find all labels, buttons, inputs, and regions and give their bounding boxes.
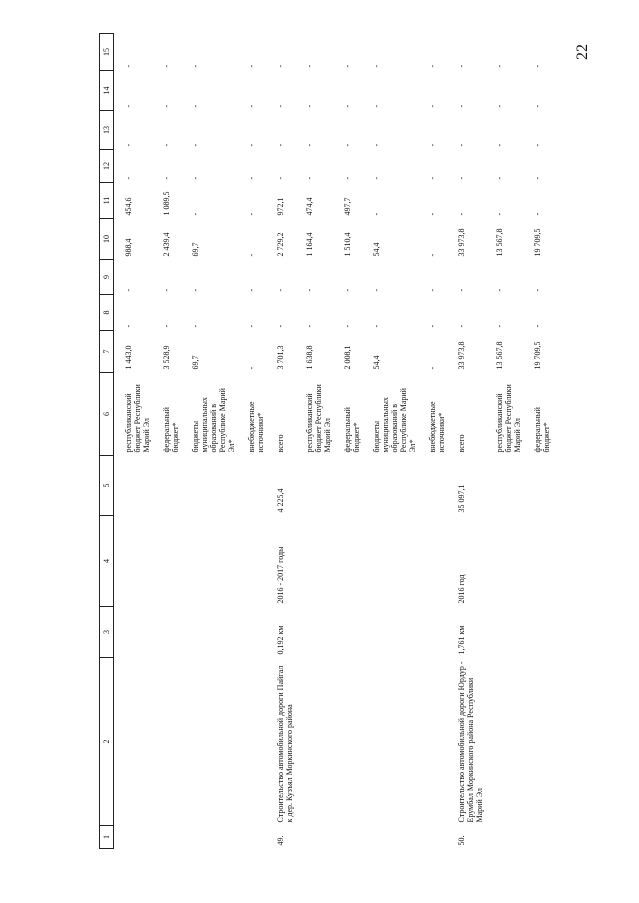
object-name (362, 658, 418, 826)
row-number (152, 826, 181, 849)
column-header: 11 (100, 183, 114, 219)
column-header: 5 (100, 456, 114, 516)
value-col13: - (457, 143, 466, 147)
value-col10: 69,7 (191, 242, 200, 257)
column-header: 14 (100, 71, 114, 111)
value-col13: - (276, 143, 285, 147)
value-col15: - (372, 64, 381, 68)
value-col7: - (247, 366, 256, 370)
value-col7: 1 443,0 (124, 345, 133, 370)
value-col8: - (191, 324, 200, 328)
value-col13: - (305, 143, 314, 147)
value-col7: 33 973,8 (457, 341, 466, 370)
value-col11: 1 089,5 (162, 191, 171, 216)
object-name (333, 658, 362, 826)
total-cost (333, 456, 362, 516)
period (418, 516, 447, 607)
value-col14: - (305, 104, 314, 108)
value-col14: - (343, 104, 352, 108)
funding-source: федеральный бюджет* (162, 407, 180, 453)
funding-source: республиканский бюджет Республики Марий Эл (495, 384, 522, 453)
value-col7: 3 528,9 (162, 345, 171, 370)
column-header: 15 (100, 34, 114, 71)
value-col9: - (533, 288, 542, 292)
object-name (181, 658, 237, 826)
column-header: 7 (100, 331, 114, 373)
table-row (523, 34, 552, 849)
value-col12: - (343, 176, 352, 180)
value-col7: - (428, 366, 437, 370)
funding-source: всего (457, 434, 466, 453)
page-number: 22 (574, 44, 591, 60)
column-header: 6 (100, 373, 114, 456)
table-row (447, 34, 485, 849)
value-col14: - (533, 104, 542, 108)
table-row (485, 34, 523, 849)
table-row (237, 34, 266, 849)
value-col11: 497,7 (343, 197, 352, 216)
value-col11: - (372, 212, 381, 216)
value-col11: - (533, 212, 542, 216)
table-row (295, 34, 333, 849)
value-col11: - (428, 212, 437, 216)
value-col9: - (191, 288, 200, 292)
value-col13: - (191, 143, 200, 147)
length (362, 607, 418, 658)
value-col10: 19 709,5 (533, 228, 542, 257)
table-row (266, 34, 295, 849)
period (362, 516, 418, 607)
length (237, 607, 266, 658)
length: 0,192 км (276, 625, 285, 655)
table-row (181, 34, 237, 849)
value-col8: - (372, 324, 381, 328)
column-header: 4 (100, 516, 114, 607)
value-col10: 1 510,4 (343, 232, 352, 257)
value-col13: - (372, 143, 381, 147)
value-col12: - (457, 176, 466, 180)
object-name (418, 658, 447, 826)
row-number (485, 826, 523, 849)
row-number (362, 826, 418, 849)
row-number (418, 826, 447, 849)
total-cost (114, 456, 153, 516)
column-header: 2 (100, 658, 114, 826)
funding-source: всего (276, 434, 285, 453)
value-col7: 2 008,1 (343, 345, 352, 370)
value-col11: - (247, 212, 256, 216)
value-col10: - (428, 253, 437, 257)
object-name (114, 658, 153, 826)
object-name (523, 658, 552, 826)
value-col13: - (124, 143, 133, 147)
value-col15: - (343, 64, 352, 68)
value-col14: - (372, 104, 381, 108)
value-col7: 19 709,5 (533, 341, 542, 370)
value-col9: - (343, 288, 352, 292)
column-header: 12 (100, 150, 114, 183)
object-name (237, 658, 266, 826)
object-name (485, 658, 523, 826)
value-col14: - (124, 104, 133, 108)
object-name (295, 658, 333, 826)
value-col10: 2 729,2 (276, 232, 285, 257)
row-number (295, 826, 333, 849)
total-cost: 35 097,1 (457, 484, 466, 513)
value-col12: - (495, 176, 504, 180)
table-row (418, 34, 447, 849)
table-row (333, 34, 362, 849)
total-cost (152, 456, 181, 516)
row-number: 49. (276, 835, 285, 846)
value-col15: - (162, 64, 171, 68)
value-col11: 454,6 (124, 197, 133, 216)
period (333, 516, 362, 607)
value-col8: - (428, 324, 437, 328)
value-col8: - (276, 324, 285, 328)
total-cost (485, 456, 523, 516)
value-col10: 54,4 (372, 242, 381, 257)
row-number (114, 826, 153, 849)
period: 2016 год (457, 574, 466, 604)
table-row (362, 34, 418, 849)
value-col15: - (124, 64, 133, 68)
column-header: 9 (100, 260, 114, 295)
period (181, 516, 237, 607)
funding-source: бюджеты муниципальных образований в Республике Марий Эл* (372, 388, 417, 453)
funding-source: внебюджетные источники* (428, 401, 446, 453)
period: 2016 - 2017 годы (276, 546, 285, 604)
value-col10: 988,4 (124, 238, 133, 257)
total-cost (295, 456, 333, 516)
value-col12: - (372, 176, 381, 180)
value-col12: - (276, 176, 285, 180)
value-col9: - (124, 288, 133, 292)
column-header: 1 (100, 826, 114, 849)
column-header: 13 (100, 111, 114, 150)
funding-source: республиканский бюджет Республики Марий Эл (124, 384, 151, 453)
length (485, 607, 523, 658)
value-col13: - (343, 143, 352, 147)
length: 1,761 км (457, 625, 466, 655)
value-col15: - (533, 64, 542, 68)
row-number: 50. (457, 835, 466, 846)
period (485, 516, 523, 607)
value-col15: - (428, 64, 437, 68)
period (295, 516, 333, 607)
value-col14: - (428, 104, 437, 108)
period (523, 516, 552, 607)
length (152, 607, 181, 658)
table-row (152, 34, 181, 849)
value-col13: - (247, 143, 256, 147)
value-col11: - (495, 212, 504, 216)
value-col7: 69,7 (191, 355, 200, 370)
funding-source: федеральный бюджет* (533, 407, 551, 453)
length (333, 607, 362, 658)
value-col11: 972,1 (276, 197, 285, 216)
value-col8: - (162, 324, 171, 328)
table-body (114, 34, 553, 849)
value-col14: - (247, 104, 256, 108)
rotated-table-container (99, 34, 624, 849)
value-col7: 3 701,3 (276, 345, 285, 370)
length (181, 607, 237, 658)
value-col11: - (457, 212, 466, 216)
value-col12: - (428, 176, 437, 180)
value-col12: - (124, 176, 133, 180)
value-col8: - (305, 324, 314, 328)
total-cost (418, 456, 447, 516)
value-col9: - (495, 288, 504, 292)
value-col13: - (533, 143, 542, 147)
value-col10: 2 439,4 (162, 232, 171, 257)
object-name: Строительство автомобильной дороги Пайгал к дер. Кузъял Моркинского района (276, 665, 294, 823)
column-header: 10 (100, 219, 114, 260)
value-col14: - (276, 104, 285, 108)
value-col12: - (247, 176, 256, 180)
value-col8: - (457, 324, 466, 328)
value-col15: - (247, 64, 256, 68)
length (523, 607, 552, 658)
value-col9: - (428, 288, 437, 292)
value-col10: - (247, 253, 256, 257)
column-header: 3 (100, 607, 114, 658)
value-col15: - (305, 64, 314, 68)
value-col9: - (162, 288, 171, 292)
column-number-row (100, 34, 114, 849)
value-col14: - (162, 104, 171, 108)
row-number (333, 826, 362, 849)
period (114, 516, 153, 607)
value-col9: - (372, 288, 381, 292)
object-name (152, 658, 181, 826)
value-col12: - (305, 176, 314, 180)
table-row (114, 34, 153, 849)
value-col8: - (495, 324, 504, 328)
period (237, 516, 266, 607)
total-cost (362, 456, 418, 516)
value-col8: - (247, 324, 256, 328)
value-col14: - (495, 104, 504, 108)
value-col13: - (495, 143, 504, 147)
funding-source: бюджеты муниципальных образований в Республике Марий Эл* (191, 388, 236, 453)
value-col15: - (457, 64, 466, 68)
value-col15: - (191, 64, 200, 68)
length (114, 607, 153, 658)
value-col10: 13 567,8 (495, 228, 504, 257)
value-col9: - (247, 288, 256, 292)
value-col13: - (428, 143, 437, 147)
value-col8: - (533, 324, 542, 328)
value-col15: - (276, 64, 285, 68)
total-cost (523, 456, 552, 516)
value-col9: - (457, 288, 466, 292)
financing-table (99, 33, 552, 849)
column-header: 8 (100, 295, 114, 331)
funding-source: республиканский бюджет Республики Марий Эл (305, 384, 332, 453)
row-number (523, 826, 552, 849)
value-col11: 474,4 (305, 197, 314, 216)
funding-source: федеральный бюджет* (343, 407, 361, 453)
row-number (181, 826, 237, 849)
value-col14: - (457, 104, 466, 108)
value-col14: - (191, 104, 200, 108)
value-col8: - (124, 324, 133, 328)
value-col11: - (191, 212, 200, 216)
value-col7: 1 638,8 (305, 345, 314, 370)
value-col9: - (305, 288, 314, 292)
length (418, 607, 447, 658)
value-col7: 54,4 (372, 355, 381, 370)
total-cost: 4 225,4 (276, 488, 285, 513)
row-number (237, 826, 266, 849)
value-col9: - (276, 288, 285, 292)
total-cost (237, 456, 266, 516)
value-col13: - (162, 143, 171, 147)
value-col10: 33 973,8 (457, 228, 466, 257)
value-col12: - (533, 176, 542, 180)
value-col10: 1 164,4 (305, 232, 314, 257)
value-col8: - (343, 324, 352, 328)
period (152, 516, 181, 607)
value-col15: - (495, 64, 504, 68)
value-col12: - (191, 176, 200, 180)
object-name: Строительство автомобильной дороги Юрдур - Ерумбал Моркинского района Республики Марий Эл (457, 661, 484, 823)
value-col7: 13 567,8 (495, 341, 504, 370)
length (295, 607, 333, 658)
value-col12: - (162, 176, 171, 180)
funding-source: внебюджетные источники* (247, 401, 265, 453)
total-cost (181, 456, 237, 516)
